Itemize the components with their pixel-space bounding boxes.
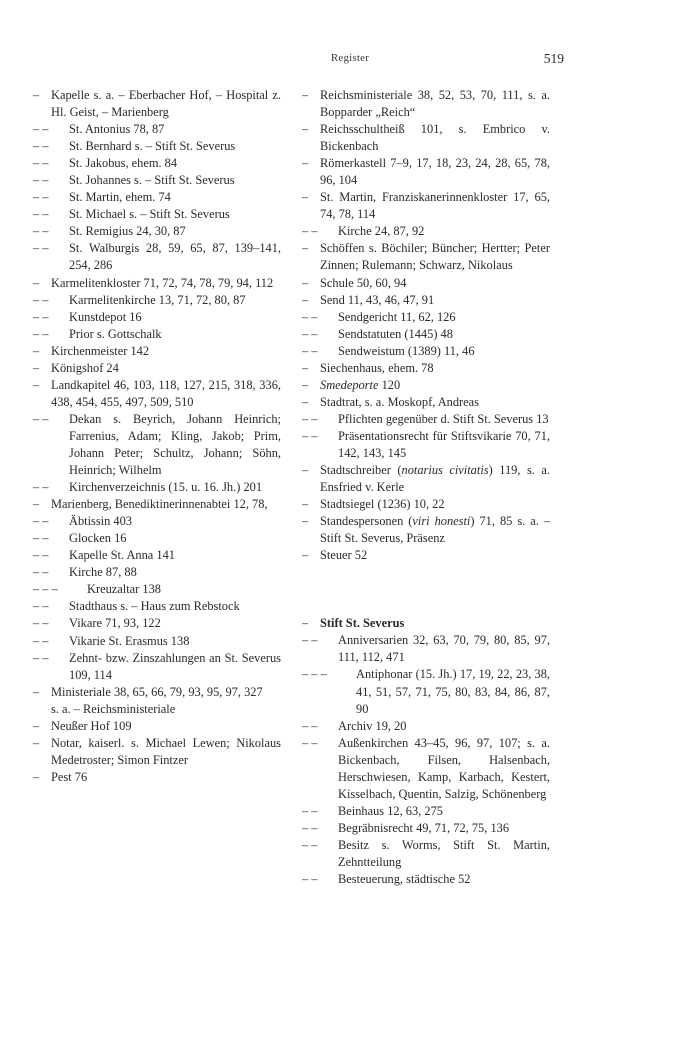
entry-level-dash: – xyxy=(33,735,40,750)
entry-level-dash: – – xyxy=(302,309,318,324)
index-entry xyxy=(33,513,281,530)
entry-level-dash: – xyxy=(302,616,309,631)
index-entry xyxy=(33,598,281,615)
entry-level-dash: – xyxy=(302,241,309,256)
entry-level-dash: – xyxy=(302,360,309,375)
entry-level-dash: – xyxy=(33,377,40,392)
entry-text: Stadtsiegel (1236) 10, 22 xyxy=(320,497,445,512)
index-entry xyxy=(33,189,281,206)
index-entry xyxy=(33,581,281,598)
index-entry xyxy=(33,309,281,326)
entry-level-dash: – – xyxy=(33,173,49,188)
entry-text: Karmelitenkirche 13, 71, 72, 80, 87 xyxy=(69,292,246,307)
index-entry xyxy=(302,87,550,121)
entry-level-dash: – xyxy=(33,360,40,375)
index-entry xyxy=(302,189,550,223)
entry-level-dash: – – xyxy=(302,872,318,887)
entry-level-dash: – – xyxy=(33,633,49,648)
entry-level-dash: – – xyxy=(33,241,49,256)
entry-text: Besteuerung, städtische 52 xyxy=(338,872,471,887)
entry-text: Landkapitel 46, 103, 118, 127, 215, 318, 336, 438, 454, 455, 497, 509, 510 xyxy=(51,377,281,409)
index-column-right xyxy=(302,87,550,888)
entry-text: Send 11, 43, 46, 47, 91 xyxy=(320,292,435,307)
entry-level-dash: – – xyxy=(33,292,49,307)
index-entry xyxy=(302,121,550,155)
entry-level-dash: – – xyxy=(33,616,49,631)
entry-level-dash: – xyxy=(302,394,309,409)
index-entry xyxy=(302,871,550,888)
entry-level-dash: – – xyxy=(33,190,49,205)
entry-level-dash: – xyxy=(302,275,309,290)
entry-text: Besitz s. Worms, Stift St. Martin, Zehntteilung xyxy=(338,837,550,869)
entry-level-dash: – – xyxy=(302,718,318,733)
entry-text: Sendgericht 11, 62, 126 xyxy=(338,309,456,324)
entry-text: Kreuzaltar 138 xyxy=(87,582,161,597)
entry-text: Kirchenmeister 142 xyxy=(51,343,150,358)
entry-text: Kirche 87, 88 xyxy=(69,565,137,580)
entry-level-dash: – xyxy=(33,497,40,512)
entry-level-dash: – xyxy=(33,718,40,733)
entry-text: St. Walburgis 28, 59, 65, 87, 139–141, 254, 286 xyxy=(69,241,281,273)
entry-text: Vikare 71, 93, 122 xyxy=(69,616,161,631)
entry-text: St. Michael s. – Stift St. Severus xyxy=(69,207,230,222)
entry-text: Kapelle s. a. – Eberbacher Hof, – Hospital z. Hl. Geist, – Marienberg xyxy=(51,88,281,120)
entry-level-dash: – xyxy=(33,343,40,358)
entry-italic-term: viri honesti xyxy=(412,514,471,529)
entry-text: Römerkastell 7–9, 17, 18, 23, 24, 28, 65, 78, 96, 104 xyxy=(320,156,550,188)
entry-text: St. Bernhard s. – Stift St. Severus xyxy=(69,139,236,154)
entry-text: Siechenhaus, ehem. 78 xyxy=(320,360,434,375)
entry-text: Stadtrat, s. a. Moskopf, Andreas xyxy=(320,394,479,409)
index-entry xyxy=(302,803,550,820)
index-entry xyxy=(302,377,550,394)
index-entry xyxy=(33,206,281,223)
index-entry xyxy=(302,513,550,547)
index-column-left xyxy=(33,87,281,786)
entry-text: Prior s. Gottschalk xyxy=(69,326,162,341)
entry-text: Karmelitenkloster 71, 72, 74, 78, 79, 94, 112 xyxy=(51,275,274,290)
entry-level-dash: – xyxy=(33,88,40,102)
index-entry xyxy=(33,530,281,547)
index-entry xyxy=(33,769,281,786)
index-entry xyxy=(302,666,550,717)
index-entry xyxy=(302,462,550,496)
index-entry xyxy=(302,223,550,240)
entry-level-dash: – – xyxy=(33,514,49,529)
entry-text: Standespersonen (viri honesti) 71, 85 s. a. – Stift St. Severus, Präsenz xyxy=(320,514,550,546)
entry-text: St. Johannes s. – Stift St. Severus xyxy=(69,173,235,188)
entry-text: Anniversarien 32, 63, 70, 79, 80, 85, 97, 111, 112, 471 xyxy=(338,633,550,665)
entry-text: Smedeporte 120 xyxy=(320,377,401,392)
entry-level-dash: – xyxy=(302,190,309,205)
entry-level-dash: – – xyxy=(33,326,49,341)
entry-level-dash: – – – xyxy=(33,582,58,597)
entry-level-dash: – – xyxy=(33,207,49,222)
entry-text: Antiphonar (15. Jh.) 17, 19, 22, 23, 38, 41, 51, 57, 71, 75, 80, 83, 84, 86, 87, 90 xyxy=(356,667,550,716)
entry-text: Archiv 19, 20 xyxy=(338,718,407,733)
entry-text: Außenkirchen 43–45, 96, 97, 107; s. a. Bickenbach, Filsen, Halsenbach, Herschwiesen, Kamp, Karbach, Kestert, Kisselbach, Quentin, Salzig, Schönenberg xyxy=(338,735,550,801)
entry-text: St. Martin, ehem. 74 xyxy=(69,190,171,205)
entry-level-dash: – – xyxy=(33,309,49,324)
entry-level-dash: – xyxy=(302,88,309,102)
index-entry xyxy=(33,326,281,343)
index-entry xyxy=(302,360,550,377)
section-gap xyxy=(302,564,550,615)
index-entry xyxy=(302,735,550,803)
entry-level-dash: – – xyxy=(33,531,49,546)
index-entry xyxy=(33,155,281,172)
index-entry xyxy=(33,701,281,718)
entry-level-dash: – – xyxy=(33,122,49,137)
index-entry xyxy=(33,684,281,701)
index-entry xyxy=(302,394,550,411)
entry-level-dash: – xyxy=(302,156,309,171)
entry-text: Begräbnisrecht 49, 71, 72, 75, 136 xyxy=(338,820,510,835)
entry-text: Stadthaus s. – Haus zum Rebstock xyxy=(69,599,240,614)
entry-level-dash: – – xyxy=(33,156,49,171)
entry-text: Neußer Hof 109 xyxy=(51,718,132,733)
entry-level-dash: – – xyxy=(33,411,49,426)
entry-level-dash: – – xyxy=(33,548,49,563)
index-entry xyxy=(33,650,281,684)
index-entry xyxy=(33,718,281,735)
index-entry xyxy=(33,343,281,360)
entry-level-dash: – – xyxy=(302,633,318,648)
index-entry xyxy=(302,292,550,309)
index-entry xyxy=(33,360,281,377)
entry-level-dash: – – xyxy=(302,820,318,835)
index-entry xyxy=(302,820,550,837)
index-entry xyxy=(302,411,550,428)
entry-level-dash: – – xyxy=(33,224,49,239)
entry-text: Schule 50, 60, 94 xyxy=(320,275,407,290)
running-head: Register xyxy=(330,52,370,64)
entry-text: St. Jakobus, ehem. 84 xyxy=(69,156,178,171)
entry-text: Reichsministeriale 38, 52, 53, 70, 111, s. a. Bopparder „Reich“ xyxy=(320,88,550,120)
index-entry xyxy=(33,615,281,632)
entry-level-dash: – xyxy=(33,684,40,699)
index-entry xyxy=(302,615,550,632)
entry-text: Kirche 24, 87, 92 xyxy=(338,224,425,239)
index-entry xyxy=(302,275,550,292)
index-entry xyxy=(33,223,281,240)
index-entry xyxy=(302,718,550,735)
entry-text: Glocken 16 xyxy=(69,531,127,546)
entry-level-dash: – xyxy=(302,292,309,307)
entry-level-dash: – – xyxy=(302,803,318,818)
entry-italic-term: Smedeporte xyxy=(320,377,379,392)
entry-level-dash: – – xyxy=(302,428,318,443)
index-entry xyxy=(302,309,550,326)
entry-text: St. Martin, Franziskanerinnenkloster 17, 65, 74, 78, 114 xyxy=(320,190,550,222)
index-entry xyxy=(33,479,281,496)
entry-level-dash: – – xyxy=(302,343,318,358)
entry-level-dash: – – xyxy=(302,837,318,852)
index-entry xyxy=(302,343,550,360)
entry-text: Kapelle St. Anna 141 xyxy=(69,548,175,563)
index-entry xyxy=(33,275,281,292)
entry-level-dash: – – xyxy=(302,224,318,239)
index-entry xyxy=(33,496,281,513)
entry-level-dash: – – xyxy=(302,411,318,426)
entry-text: Kunstdepot 16 xyxy=(69,309,142,324)
entry-text: St. Antonius 78, 87 xyxy=(69,122,165,137)
entry-text: Stift St. Severus xyxy=(320,616,405,631)
entry-text: St. Remigius 24, 30, 87 xyxy=(69,224,186,239)
entry-text: Beinhaus 12, 63, 275 xyxy=(338,803,443,818)
entry-text: Pest 76 xyxy=(51,769,88,784)
entry-text: Vikarie St. Erasmus 138 xyxy=(69,633,190,648)
entry-text: Dekan s. Beyrich, Johann Heinrich; Farrenius, Adam; Kling, Jakob; Prim, Johann Peter; Schultz, Johann; Söhn, Heinrich; Wilhelm xyxy=(69,411,281,478)
index-entry xyxy=(33,564,281,581)
entry-text: Sendstatuten (1445) 48 xyxy=(338,326,453,341)
index-entry xyxy=(302,496,550,513)
index-entry xyxy=(33,240,281,274)
entry-italic-term: notarius civitatis xyxy=(401,463,489,478)
entry-level-dash: – – – xyxy=(302,667,327,682)
index-entry xyxy=(302,326,550,343)
entry-level-dash: – – xyxy=(33,599,49,614)
index-entry xyxy=(302,547,550,564)
entry-text: s. a. – Reichsministeriale xyxy=(51,701,176,716)
index-entry xyxy=(33,87,281,121)
index-entry xyxy=(33,138,281,155)
entry-text: Notar, kaiserl. s. Michael Lewen; Nikolaus Medetroster; Simon Fintzer xyxy=(51,735,281,767)
page-number: 519 xyxy=(543,51,564,66)
index-entry xyxy=(302,428,550,462)
entry-text: Königshof 24 xyxy=(51,360,119,375)
entry-text: Ministeriale 38, 65, 66, 79, 93, 95, 97, 327 xyxy=(51,684,263,699)
entry-text: Reichsschultheiß 101, s. Embrico v. Bickenbach xyxy=(320,122,550,154)
index-entry xyxy=(302,632,550,666)
entry-level-dash: – xyxy=(302,514,309,529)
entry-level-dash: – – xyxy=(33,480,49,495)
entry-level-dash: – xyxy=(302,122,309,137)
entry-level-dash: – – xyxy=(302,735,318,750)
entry-text: Schöffen s. Böchiler; Büncher; Hertter; Peter Zinnen; Rulemann; Schwarz, Nikolaus xyxy=(320,241,550,273)
index-entry xyxy=(33,292,281,309)
entry-level-dash: – – xyxy=(33,565,49,580)
entry-level-dash: – xyxy=(302,377,309,392)
entry-text: Sendweistum (1389) 11, 46 xyxy=(338,343,475,358)
entry-level-dash: – xyxy=(302,497,309,512)
entry-text: Stadtschreiber (notarius civitatis) 119, s. a. Ensfried v. Kerle xyxy=(320,463,551,495)
entry-level-dash: – xyxy=(302,463,309,478)
entry-text: Kirchenverzeichnis (15. u. 16. Jh.) 201 xyxy=(69,480,263,495)
entry-level-dash: – xyxy=(302,548,309,563)
entry-text: Äbtissin 403 xyxy=(69,514,132,529)
entry-text: Pflichten gegenüber d. Stift St. Severus 13 xyxy=(338,411,549,426)
entry-level-dash xyxy=(33,701,51,718)
index-entry xyxy=(33,377,281,411)
entry-level-dash: – xyxy=(33,769,40,784)
entry-text: Zehnt- bzw. Zinszahlungen an St. Severus 109, 114 xyxy=(69,650,281,682)
index-entry xyxy=(33,547,281,564)
entry-level-dash: – – xyxy=(33,650,49,665)
index-entry xyxy=(33,172,281,189)
entry-level-dash: – – xyxy=(302,326,318,341)
entry-text: Präsentationsrecht für Stiftsvikarie 70, 71, 142, 143, 145 xyxy=(338,428,550,460)
index-entry xyxy=(33,735,281,769)
entry-level-dash: – xyxy=(33,275,40,290)
index-entry xyxy=(33,633,281,650)
entry-text: Marienberg, Benediktinerinnenabtei 12, 78, xyxy=(51,497,268,512)
entry-text: Steuer 52 xyxy=(320,548,368,563)
index-entry xyxy=(302,240,550,274)
entry-level-dash: – – xyxy=(33,139,49,154)
index-entry xyxy=(33,121,281,138)
index-entry xyxy=(302,837,550,871)
index-entry xyxy=(33,411,281,479)
index-entry xyxy=(302,155,550,189)
